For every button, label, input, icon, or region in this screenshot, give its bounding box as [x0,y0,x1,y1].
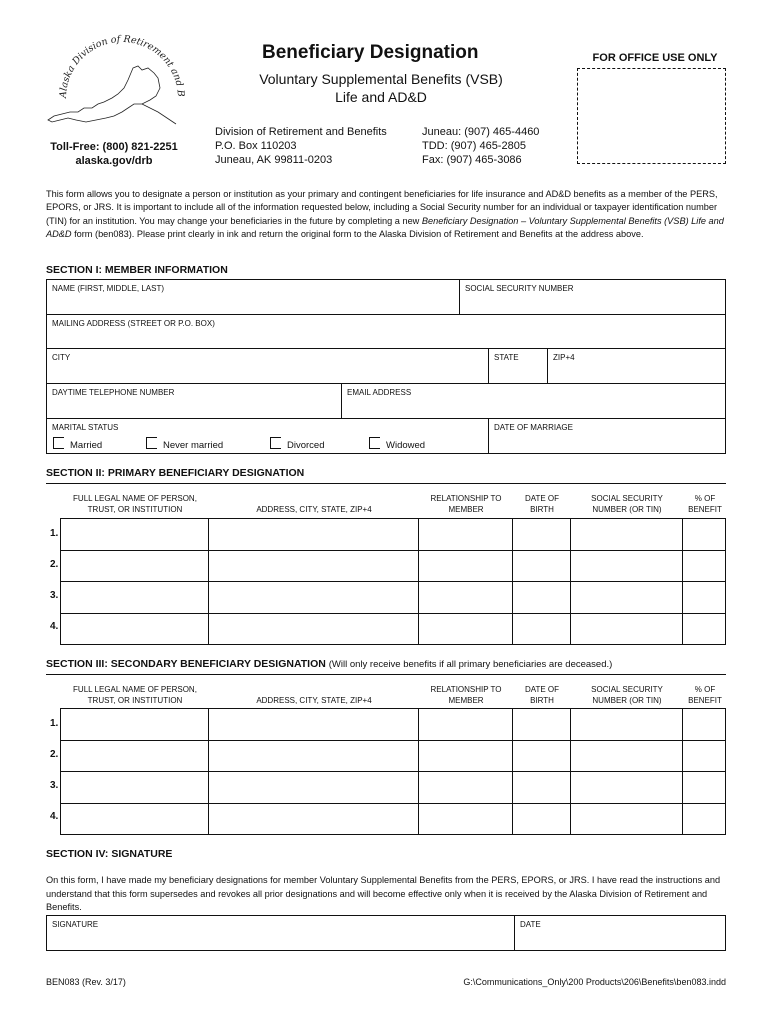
state-field-label: STATE [494,353,519,362]
cell-address[interactable] [209,582,419,614]
col-pct-line2: BENEFIT [688,696,722,705]
signature-field-label: SIGNATURE [52,920,99,929]
cell-ssn[interactable] [571,550,683,582]
cell-address[interactable] [209,613,419,645]
col-dob-line2: BIRTH [530,696,554,705]
table-row [61,772,726,804]
cell-address[interactable] [209,740,419,772]
state-field[interactable] [488,348,548,384]
cell-dob[interactable] [513,740,571,772]
marital-status-label: MARITAL STATUS [52,423,119,432]
intro-text-start: This form allows you to designate a person or institution as your primary and contingent beneficiaries for life insurance and AD&D benefits as a member of the PERS, EPORS, or JRS. It is important to include all of the information requested below, including a Social Security number for an individual or taxpayer identification number (TIN) for an institution. You may change your beneficiaries in the future by completing a new [46,189,718,226]
row-number: 4. [50,621,59,632]
cell-pct[interactable] [683,772,726,804]
subtitle-line-1: Voluntary Supplemental Benefits (VSB) [259,71,503,87]
table-row [61,582,726,614]
row-number: 2. [50,559,59,570]
col-ssn-line2: NUMBER (OR TIN) [592,505,662,514]
marital-option-label: Divorced [287,440,325,451]
cell-address[interactable] [209,550,419,582]
marital-option-label: Widowed [386,440,426,451]
cell-pct[interactable] [683,740,726,772]
address-line-3: Juneau, AK 99811-0203 [215,154,333,166]
cell-dob[interactable] [513,709,571,741]
col-name-header [62,493,208,515]
seal-text: Alaska Division of Retirement and B [57,33,187,99]
cell-pct[interactable] [683,519,726,551]
section-4-title: SECTION IV: SIGNATURE [46,848,173,860]
cell-ssn[interactable] [571,709,683,741]
checkbox-icon [369,437,380,449]
ssn-field[interactable] [459,279,726,315]
col-pct-header [684,493,726,515]
col-ssn-line1: SOCIAL SECURITY [591,494,663,503]
marital-never-married-checkbox[interactable] [146,437,223,451]
mailing-address-field[interactable] [46,314,726,349]
tollfree-phone: Toll-Free: (800) 821-2251 [50,141,178,153]
col-name-line2: TRUST, OR INSTITUTION [87,696,183,705]
email-field[interactable] [341,383,726,419]
table-row [61,709,726,741]
cell-pct[interactable] [683,550,726,582]
cell-relationship[interactable] [419,740,513,772]
cell-relationship[interactable] [419,519,513,551]
col-pct-header [684,684,726,706]
zip-field[interactable] [547,348,726,384]
marital-option-label: Married [70,440,103,451]
col-relationship-header [420,493,512,515]
col-rel-line2: MEMBER [448,696,484,705]
col-name-header [62,684,208,706]
cell-ssn[interactable] [571,803,683,835]
cell-dob[interactable] [513,582,571,614]
col-dob-header [514,684,570,706]
table-row [61,550,726,582]
mailing-address-label: MAILING ADDRESS (STREET OR P.O. BOX) [52,319,215,328]
checkbox-icon [270,437,281,449]
col-pct-line2: BENEFIT [688,505,722,514]
col-dob-line1: DATE OF [524,685,560,694]
col-pct-line1: % OF [694,685,716,694]
intro-paragraph [46,188,726,241]
section-3-title [46,658,612,670]
form-subtitle [246,70,516,106]
contact-block [34,140,194,168]
date-of-marriage-label: DATE OF MARRIAGE [494,423,573,432]
col-name-line1: FULL LEGAL NAME OF PERSON, [73,494,197,503]
col-ssn-line2: NUMBER (OR TIN) [592,696,662,705]
cell-address[interactable] [209,709,419,741]
col-dob-header [514,493,570,515]
cell-pct[interactable] [683,613,726,645]
section-3-title-text: SECTION III: SECONDARY BENEFICIARY DESIGNATION [46,658,326,670]
col-address-header: ADDRESS, CITY, STATE, ZIP+4 [256,696,372,705]
marital-option-label: Never married [163,440,224,451]
col-relationship-header [420,684,512,706]
cell-address[interactable] [209,519,419,551]
office-use-box [577,68,726,164]
cell-ssn[interactable] [571,582,683,614]
table-row [61,803,726,835]
table-row [61,740,726,772]
cell-relationship[interactable] [419,550,513,582]
col-rel-line2: MEMBER [448,505,484,514]
section-2-rule [46,483,726,484]
cell-relationship[interactable] [419,613,513,645]
section-2-title: SECTION II: PRIMARY BENEFICIARY DESIGNATION [46,467,305,479]
cell-pct[interactable] [683,803,726,835]
intro-form-name: Beneficiary Designation – Voluntary Supplemental Benefits (VSB) Life and AD&D [46,215,724,239]
col-dob-line1: DATE OF [524,494,560,503]
col-dob-line2: BIRTH [530,505,554,514]
secondary-beneficiary-table [60,708,726,835]
cell-name[interactable] [61,772,209,804]
col-name-line2: TRUST, OR INSTITUTION [87,505,183,514]
division-seal-logo [38,28,188,138]
cell-ssn[interactable] [571,772,683,804]
row-number: 1. [50,528,59,539]
row-number: 3. [50,590,59,601]
address-line-1: Division of Retirement and Benefits [215,126,387,138]
table-row [61,613,726,645]
form-id: BEN083 (Rev. 3/17) [46,977,126,987]
cell-dob[interactable] [513,772,571,804]
date-field-label: DATE [520,920,541,929]
cell-pct[interactable] [683,709,726,741]
row-number: 3. [50,780,59,791]
website-link[interactable]: alaska.gov/drb [75,155,153,167]
col-pct-line1: % OF [694,494,716,503]
cell-relationship[interactable] [419,772,513,804]
date-field[interactable] [514,915,726,951]
office-use-label: FOR OFFICE USE ONLY [592,52,718,64]
col-rel-line1: RELATIONSHIP TO [430,494,502,503]
cell-dob[interactable] [513,613,571,645]
cell-name[interactable] [61,740,209,772]
cell-relationship[interactable] [419,582,513,614]
cell-dob[interactable] [513,519,571,551]
daytime-phone-label: DAYTIME TELEPHONE NUMBER [52,388,175,397]
city-field-label: CITY [52,353,71,362]
section-1-title: SECTION I: MEMBER INFORMATION [46,264,228,276]
cell-ssn[interactable] [571,613,683,645]
cell-relationship[interactable] [419,803,513,835]
phone-juneau: Juneau: (907) 465-4460 [422,126,540,138]
col-address-header: ADDRESS, CITY, STATE, ZIP+4 [256,505,372,514]
file-path: G:\Communications_Only\200 Products\206\Benefits\ben083.indd [463,977,726,987]
cell-name[interactable] [61,550,209,582]
cell-pct[interactable] [683,582,726,614]
zip-field-label: ZIP+4 [553,353,575,362]
signature-statement: On this form, I have made my beneficiary designations for member Voluntary Supplemental Benefits from the PERS, EPORS, or JRS. I have read the instructions and understand that this form supersedes and revokes all prior designations and will become effective only when it is received by the Alaska Division of Retirement and Benefits. [46,875,721,912]
date-of-marriage-field[interactable] [488,418,726,454]
row-number: 2. [50,749,59,760]
col-ssn-header [572,684,682,706]
cell-dob[interactable] [513,803,571,835]
row-number: 1. [50,718,59,729]
marital-widowed-checkbox[interactable] [369,437,425,451]
cell-address[interactable] [209,772,419,804]
svg-text:Alaska Division of Retirement [38,28,186,99]
mailing-address-block [215,125,387,167]
col-rel-line1: RELATIONSHIP TO [430,685,502,694]
phone-tdd: TDD: (907) 465-2805 [422,140,526,152]
cell-ssn[interactable] [571,740,683,772]
marital-divorced-checkbox[interactable] [270,437,325,451]
ssn-field-label: SOCIAL SECURITY NUMBER [465,284,574,293]
phone-fax: Fax: (907) 465-3086 [422,154,522,166]
checkbox-icon [146,437,157,449]
cell-name[interactable] [61,519,209,551]
name-field-label: NAME (FIRST, MIDDLE, LAST) [52,284,165,293]
phone-block [422,125,539,167]
subtitle-line-2: Life and AD&D [335,89,427,105]
cell-address[interactable] [209,803,419,835]
col-ssn-header [572,493,682,515]
email-field-label: EMAIL ADDRESS [347,388,412,397]
cell-name[interactable] [61,582,209,614]
form-title: Beneficiary Designation [262,42,479,63]
section-3-note: (Will only receive benefits if all primary beneficiaries are deceased.) [328,659,613,670]
checkbox-icon [53,437,64,449]
row-number: 4. [50,811,59,822]
intro-text-end: form (ben083). Please print clearly in ink and return the original form to the Alaska Division of Retirement and Benefits at the address above. [71,228,644,239]
cell-name[interactable] [61,613,209,645]
cell-name[interactable] [61,803,209,835]
cell-ssn[interactable] [571,519,683,551]
primary-beneficiary-table [60,518,726,645]
cell-dob[interactable] [513,550,571,582]
marital-married-checkbox[interactable] [53,437,102,451]
table-row [61,519,726,551]
section-3-rule [46,674,726,675]
cell-relationship[interactable] [419,709,513,741]
col-ssn-line1: SOCIAL SECURITY [591,685,663,694]
col-name-line1: FULL LEGAL NAME OF PERSON, [73,685,197,694]
cell-name[interactable] [61,709,209,741]
address-line-2: P.O. Box 110203 [215,140,297,152]
